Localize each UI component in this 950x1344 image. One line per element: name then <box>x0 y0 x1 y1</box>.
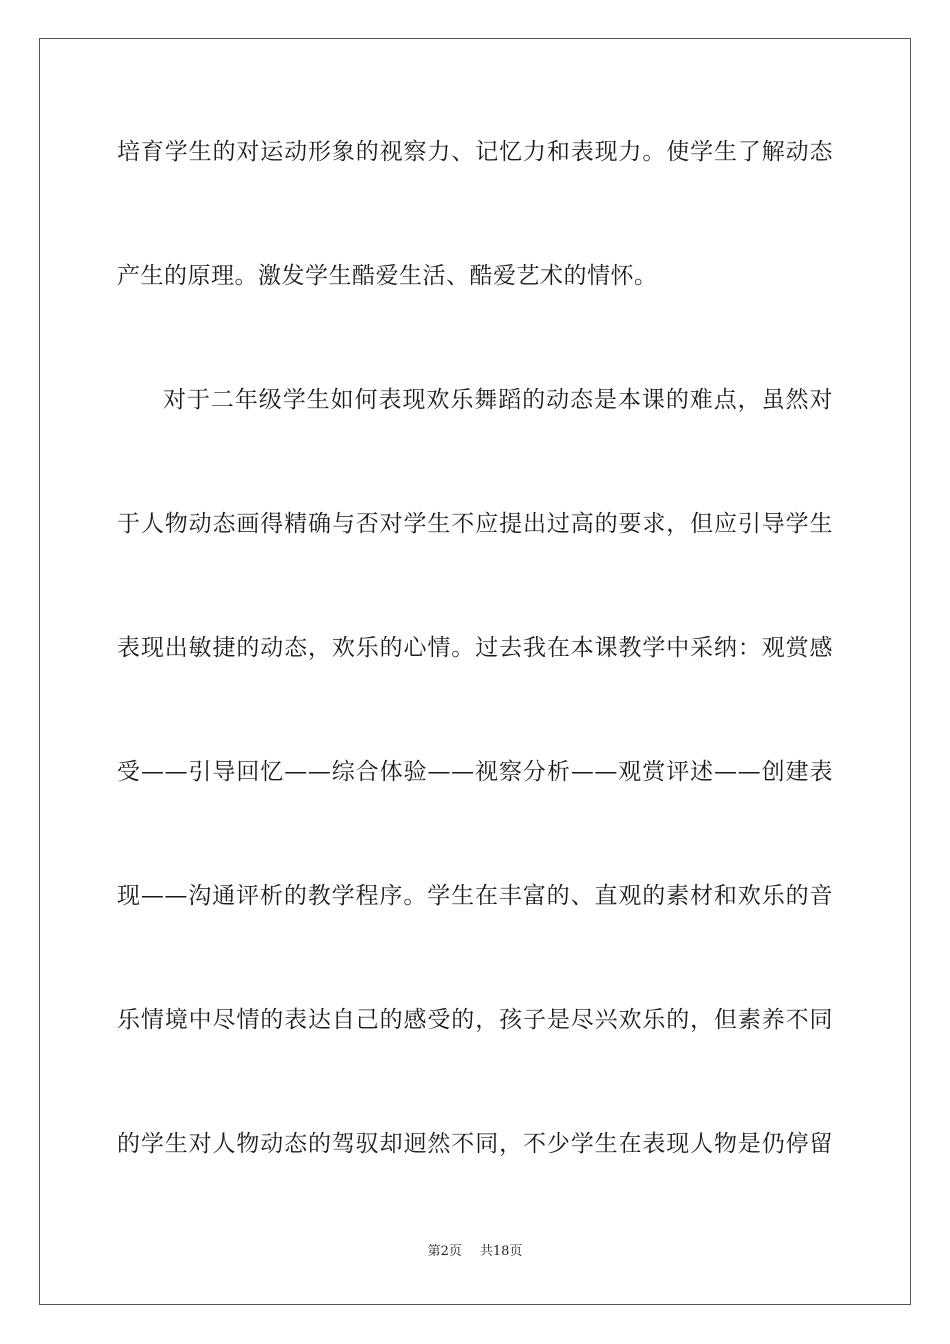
paragraph-line: 受——引导回忆——综合体验——视察分析——观赏评述——创建表 <box>117 759 833 785</box>
page-footer <box>0 1243 950 1261</box>
page-border <box>39 38 911 1305</box>
page-number: 第2页 <box>427 1244 462 1259</box>
paragraph-line: 表现出敏捷的动态，欢乐的心情。过去我在本课教学中采纳：观赏感 <box>117 635 833 661</box>
paragraph-line: 于人物动态画得精确与否对学生不应提出过高的要求，但应引导学生 <box>117 511 833 537</box>
paragraph-line: 对于二年级学生如何表现欢乐舞蹈的动态是本课的难点，虽然对 <box>163 387 833 413</box>
paragraph-line: 乐情境中尽情的表达自己的感受的，孩子是尽兴欢乐的，但素养不同 <box>117 1007 833 1033</box>
paragraph-line: 现——沟通评析的教学程序。学生在丰富的、直观的素材和欢乐的音 <box>117 883 833 909</box>
paragraph-line: 的学生对人物动态的驾驭却迥然不同，不少学生在表现人物是仍停留 <box>117 1131 833 1157</box>
total-pages: 共18页 <box>479 1244 523 1259</box>
paragraph-line: 培育学生的对运动形象的视察力、记忆力和表现力。使学生了解动态 <box>117 139 833 165</box>
paragraph-line: 产生的原理。激发学生酷爱生活、酷爱艺术的情怀。 <box>117 263 658 289</box>
